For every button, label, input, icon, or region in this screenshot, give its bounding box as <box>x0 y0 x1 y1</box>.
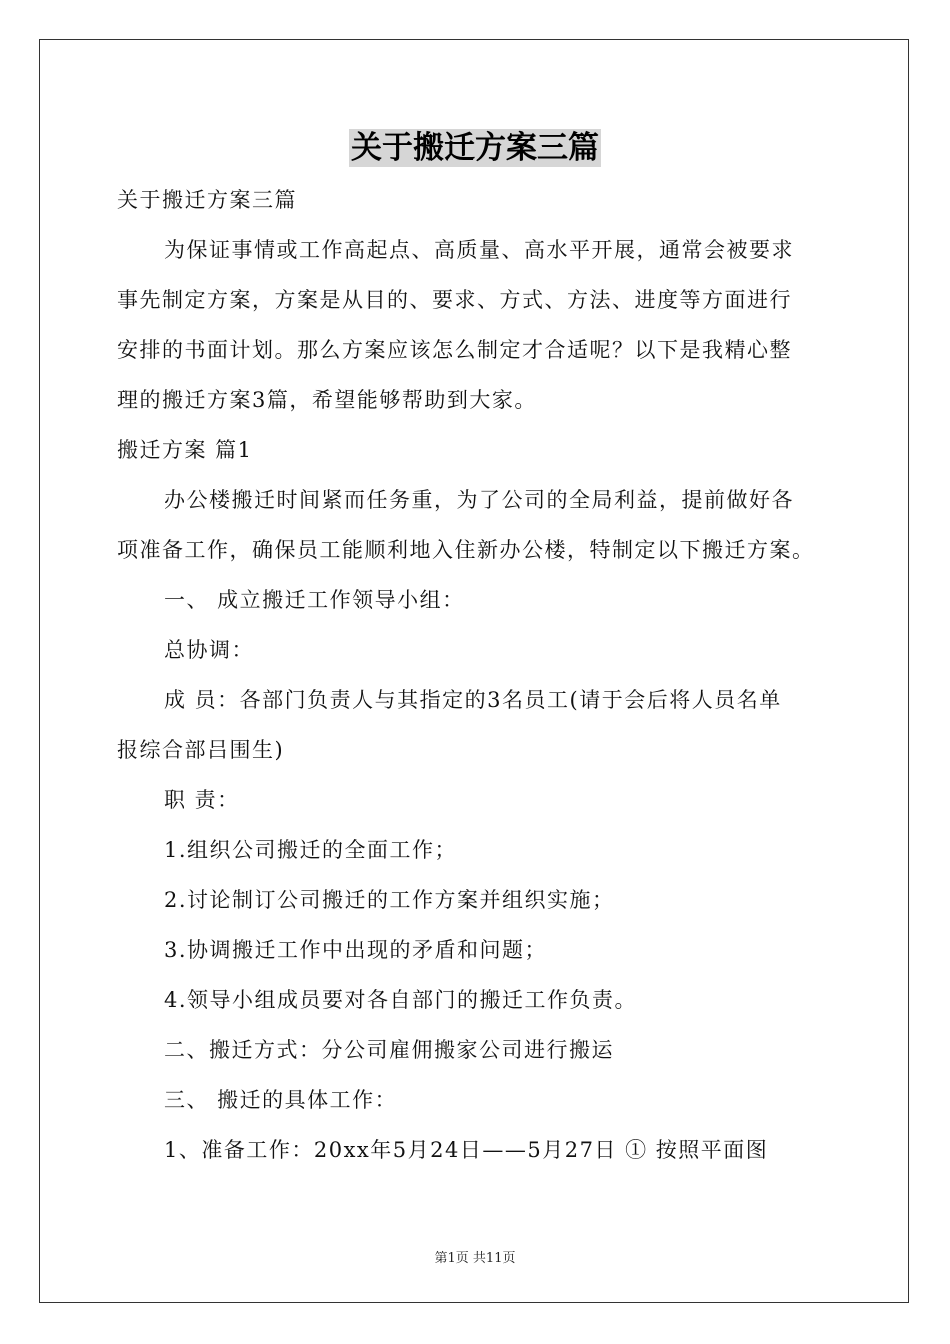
body-line: 关于搬迁方案三篇 <box>117 188 297 212</box>
body-line: 安排的书面计划。那么方案应该怎么制定才合适呢？以下是我精心整 <box>117 338 792 362</box>
page-footer: 第1页 共11页 <box>434 1251 516 1266</box>
body-line: 报综合部吕围生) <box>117 738 285 762</box>
body-line: 成 员：各部门负责人与其指定的3名员工(请于会后将人员名单 <box>164 688 782 712</box>
document-title <box>0 128 950 167</box>
body-line: 事先制定方案，方案是从目的、要求、方式、方法、进度等方面进行 <box>117 288 792 312</box>
body-line: 理的搬迁方案3篇，希望能够帮助到大家。 <box>117 388 537 412</box>
list-item: 4.领导小组成员要对各自部门的搬迁工作负责。 <box>164 988 638 1012</box>
list-item: 2.讨论制订公司搬迁的工作方案并组织实施； <box>164 888 615 912</box>
list-item: 3.协调搬迁工作中出现的矛盾和问题； <box>164 938 548 962</box>
body-line: 二、搬迁方式：分公司雇佣搬家公司进行搬运 <box>164 1038 614 1062</box>
section-heading: 搬迁方案 篇1 <box>117 438 253 462</box>
body-line: 办公楼搬迁时间紧而任务重，为了公司的全局利益，提前做好各 <box>164 488 794 512</box>
body-line: 1、准备工作：20xx年5月24日——5月27日 ① 按照平面图 <box>164 1138 769 1162</box>
document-title-text: 关于搬迁方案三篇 <box>351 130 599 166</box>
body-line: 三、 搬迁的具体工作： <box>164 1088 398 1112</box>
document-body <box>117 178 837 1178</box>
body-line: 一、 成立搬迁工作领导小组： <box>164 588 465 612</box>
list-item: 1.组织公司搬迁的全面工作； <box>164 838 458 862</box>
body-line: 项准备工作，确保员工能顺利地入住新办公楼，特制定以下搬迁方案。 <box>117 538 815 562</box>
body-line: 职 责： <box>164 788 240 812</box>
body-line: 总协调： <box>164 638 254 662</box>
body-line: 为保证事情或工作高起点、高质量、高水平开展，通常会被要求 <box>164 238 794 262</box>
